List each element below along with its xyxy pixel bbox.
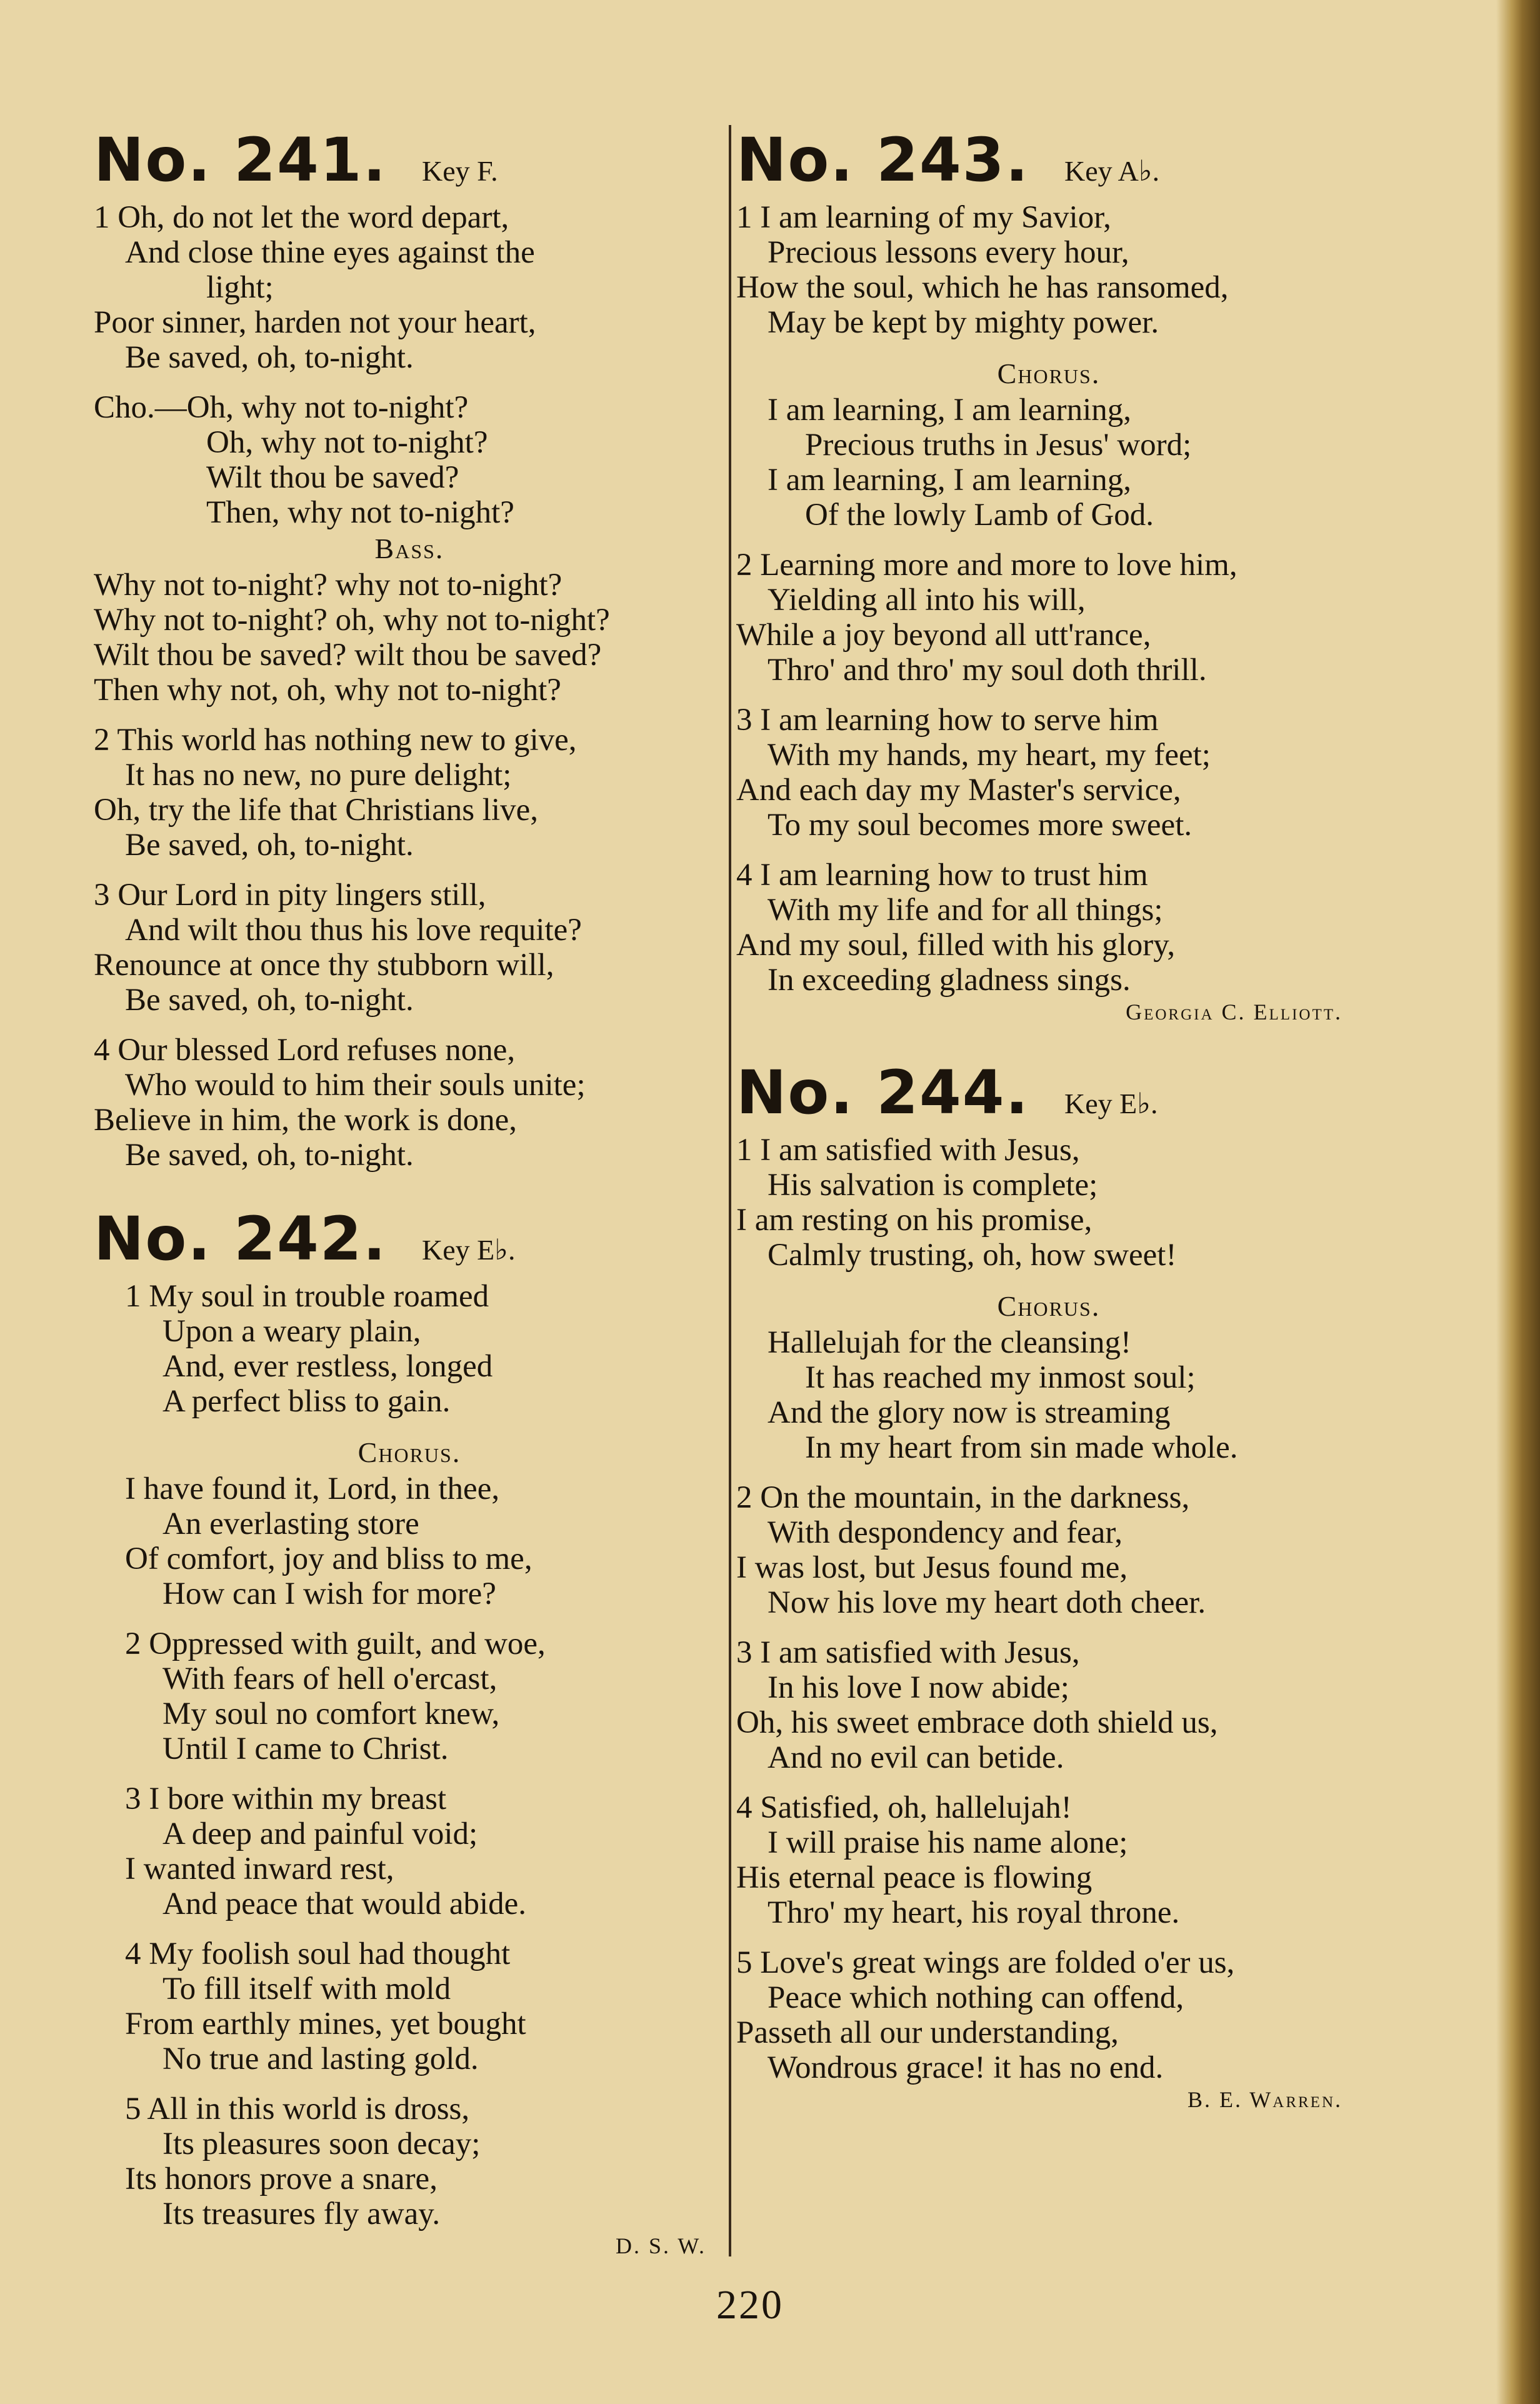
verse-line: I will praise his name alone;	[768, 1825, 1128, 1860]
verse-line: And close thine eyes against the	[125, 235, 535, 270]
verse-line: Its honors prove a snare,	[125, 2161, 438, 2196]
verse-line: 1 I am satisfied with Jesus,	[736, 1133, 1080, 1168]
verse-line: Peace which nothing can offend,	[768, 1980, 1184, 2015]
verse-line: 1 Oh, do not let the word depart,	[94, 200, 509, 235]
bass-label: Bass.	[374, 533, 444, 564]
verse-line: Its pleasures soon decay;	[162, 2126, 481, 2161]
verse-line: From earthly mines, yet bought	[125, 2006, 526, 2041]
verse-line: And peace that would abide.	[162, 1886, 527, 1921]
verse-2	[736, 548, 1361, 688]
bass-line: Why not to-night? oh, why not to-night?	[94, 603, 610, 638]
verse-1	[736, 200, 1361, 340]
chorus-label: Chorus.	[358, 1436, 461, 1468]
chorus	[94, 1434, 725, 1611]
chorus-line: Of comfort, joy and bliss to me,	[125, 1541, 532, 1576]
verse-2	[94, 1626, 725, 1766]
verse-1	[736, 1133, 1361, 1273]
verse-line: Yielding all into his will,	[768, 583, 1086, 618]
chorus-line: How can I wish for more?	[162, 1576, 496, 1611]
hymn-header	[94, 125, 725, 200]
hymn-header	[94, 1204, 725, 1279]
verse-line: Now his love my heart doth cheer.	[768, 1585, 1206, 1620]
verse-3	[736, 703, 1361, 843]
verse-line: Oh, try the life that Christians live,	[94, 793, 539, 828]
verse-line: Be saved, oh, to-night.	[125, 340, 414, 375]
hymn-number: No. 242.	[94, 1204, 388, 1274]
hymn-243	[736, 125, 1361, 1026]
chorus-line: I am learning, I am learning,	[768, 393, 1132, 428]
verse-4	[94, 1033, 725, 1173]
chorus	[736, 1288, 1361, 1465]
verse-2	[94, 723, 725, 863]
verse-line: While a joy beyond all utt'rance,	[736, 618, 1151, 653]
verse-line: And wilt thou thus his love requite?	[125, 913, 582, 948]
verse-line: And each day my Master's service,	[736, 773, 1181, 808]
verse-4	[736, 858, 1361, 1026]
chorus-label: Chorus.	[997, 358, 1101, 389]
chorus-line: Wilt thou be saved?	[206, 460, 459, 495]
verse-line: To fill itself with mold	[162, 1971, 451, 2006]
hymn-header	[736, 1058, 1361, 1133]
hymn-key: Key A♭.	[1064, 155, 1160, 187]
right-column	[736, 125, 1361, 2145]
author-credit: D. S. W.	[615, 2233, 706, 2258]
verse-line: With despondency and fear,	[768, 1515, 1123, 1550]
verse-line: Be saved, oh, to-night.	[125, 1138, 414, 1173]
page-edge	[1496, 0, 1540, 2404]
verse-4	[94, 1936, 725, 2076]
verse-line: 2 This world has nothing new to give,	[94, 723, 577, 758]
verse-line: Who would to him their souls unite;	[125, 1068, 586, 1103]
verse-3	[94, 878, 725, 1018]
chorus-label: Chorus.	[997, 1290, 1101, 1322]
verse-line: I wanted inward rest,	[125, 1851, 394, 1886]
verse-line: Passeth all our understanding,	[736, 2015, 1119, 2050]
verse-line: With my life and for all things;	[768, 893, 1163, 928]
verse-line: And my soul, filled with his glory,	[736, 928, 1176, 963]
hymn-244	[736, 1058, 1361, 2114]
chorus-line: Of the lowly Lamb of God.	[805, 498, 1154, 533]
chorus-line: I have found it, Lord, in thee,	[125, 1471, 500, 1506]
verse-line: Wondrous grace! it has no end.	[768, 2050, 1164, 2085]
chorus-line: Cho.—Oh, why not to-night?	[94, 390, 469, 425]
verse-line: 1 My soul in trouble roamed	[125, 1279, 489, 1314]
verse-3	[736, 1635, 1361, 1775]
verse-line: Renounce at once thy stubborn will,	[94, 948, 554, 983]
hymn-header	[736, 125, 1361, 200]
verse-line: 4 Satisfied, oh, hallelujah!	[736, 1790, 1072, 1825]
verse-line: How the soul, which he has ransomed,	[736, 270, 1229, 305]
chorus-line: Oh, why not to-night?	[206, 425, 488, 460]
verse-1	[94, 1279, 725, 1419]
hymn-241	[94, 125, 725, 1173]
page-number: 220	[716, 2282, 784, 2328]
verse-line: Be saved, oh, to-night.	[125, 983, 414, 1018]
chorus-line: Precious truths in Jesus' word;	[805, 428, 1192, 463]
verse-line: No true and lasting gold.	[162, 2041, 479, 2076]
chorus-line: In my heart from sin made whole.	[805, 1430, 1238, 1465]
verse-line: Thro' and thro' my soul doth thrill.	[768, 653, 1207, 688]
verse-line: I am resting on his promise,	[736, 1203, 1092, 1238]
verse-line: Be saved, oh, to-night.	[125, 828, 414, 863]
verse-line: In his love I now abide;	[768, 1670, 1069, 1705]
verse-line: My soul no comfort knew,	[162, 1696, 500, 1731]
verse-line: 3 I am learning how to serve him	[736, 703, 1159, 738]
verse-line: I was lost, but Jesus found me,	[736, 1550, 1128, 1585]
verse-line: 5 All in this world is dross,	[125, 2091, 470, 2126]
verse-line: Believe in him, the work is done,	[94, 1103, 518, 1138]
hymn-key: Key F.	[422, 155, 498, 187]
verse-line: 3 I bore within my breast	[125, 1781, 447, 1816]
chorus-line: Then, why not to-night?	[206, 495, 514, 530]
verse-5	[94, 2091, 725, 2260]
verse-line: With my hands, my heart, my feet;	[768, 738, 1211, 773]
verse-line: May be kept by mighty power.	[768, 305, 1159, 340]
hymn-key: Key E♭.	[422, 1234, 516, 1266]
verse-line: And, ever restless, longed	[162, 1349, 493, 1384]
chorus-line: An everlasting store	[162, 1506, 419, 1541]
verse-line: Oh, his sweet embrace doth shield us,	[736, 1705, 1218, 1740]
verse-4	[736, 1790, 1361, 1930]
verse-line: And no evil can betide.	[768, 1740, 1064, 1775]
verse-line: Poor sinner, harden not your heart,	[94, 305, 536, 340]
verse-3	[94, 1781, 725, 1921]
column-divider	[729, 125, 731, 2256]
bass-line: Wilt thou be saved? wilt thou be saved?	[94, 638, 602, 673]
chorus	[736, 355, 1361, 533]
verse-line: Upon a weary plain,	[162, 1314, 421, 1349]
hymn-242	[94, 1204, 725, 2260]
verse-line: 4 I am learning how to trust him	[736, 858, 1148, 893]
verse-2	[736, 1480, 1361, 1620]
verse-line: 2 On the mountain, in the darkness,	[736, 1480, 1190, 1515]
left-column	[94, 125, 725, 2291]
verse-line: Precious lessons every hour,	[768, 235, 1129, 270]
hymn-key: Key E♭.	[1064, 1088, 1158, 1119]
author-credit: B. E. Warren.	[1187, 2087, 1342, 2112]
verse-line: 3 I am satisfied with Jesus,	[736, 1635, 1080, 1670]
verse-line: To my soul becomes more sweet.	[768, 808, 1192, 843]
verse-line: 3 Our Lord in pity lingers still,	[94, 878, 486, 913]
verse-line: 4 Our blessed Lord refuses none,	[94, 1033, 516, 1068]
bass-line: Why not to-night? why not to-night?	[94, 568, 562, 603]
hymn-number: No. 241.	[94, 125, 388, 195]
verse-line: 2 Oppressed with guilt, and woe,	[125, 1626, 546, 1661]
verse-line: It has no new, no pure delight;	[125, 758, 512, 793]
hymn-number: No. 243.	[736, 125, 1030, 195]
chorus	[94, 390, 725, 708]
author-credit: Georgia C. Elliott.	[1126, 999, 1342, 1024]
verse-line: Calmly trusting, oh, how sweet!	[768, 1238, 1177, 1273]
verse-line: His eternal peace is flowing	[736, 1860, 1092, 1895]
verse-line: A perfect bliss to gain.	[162, 1384, 451, 1419]
verse-line: light;	[206, 270, 274, 305]
chorus-line: I am learning, I am learning,	[768, 463, 1132, 498]
chorus-line: And the glory now is streaming	[768, 1395, 1171, 1430]
verse-line: A deep and painful void;	[162, 1816, 478, 1851]
verse-line: His salvation is complete;	[768, 1168, 1098, 1203]
verse-line: 2 Learning more and more to love him,	[736, 548, 1238, 583]
verse-line: 1 I am learning of my Savior,	[736, 200, 1111, 235]
verse-line: Its treasures fly away.	[162, 2196, 441, 2231]
chorus-line: It has reached my inmost soul;	[805, 1360, 1196, 1395]
hymn-number: No. 244.	[736, 1058, 1030, 1128]
verse-line: Until I came to Christ.	[162, 1731, 449, 1766]
verse-line: 5 Love's great wings are folded o'er us,	[736, 1945, 1235, 1980]
verse-line: In exceeding gladness sings.	[768, 963, 1131, 998]
verse-line: Thro' my heart, his royal throne.	[768, 1895, 1180, 1930]
bass-line: Then why not, oh, why not to-night?	[94, 673, 561, 708]
verse-1	[94, 200, 725, 375]
verse-5	[736, 1945, 1361, 2114]
verse-line: With fears of hell o'ercast,	[162, 1661, 498, 1696]
verse-line: 4 My foolish soul had thought	[125, 1936, 511, 1971]
chorus-line: Hallelujah for the cleansing!	[768, 1325, 1132, 1360]
